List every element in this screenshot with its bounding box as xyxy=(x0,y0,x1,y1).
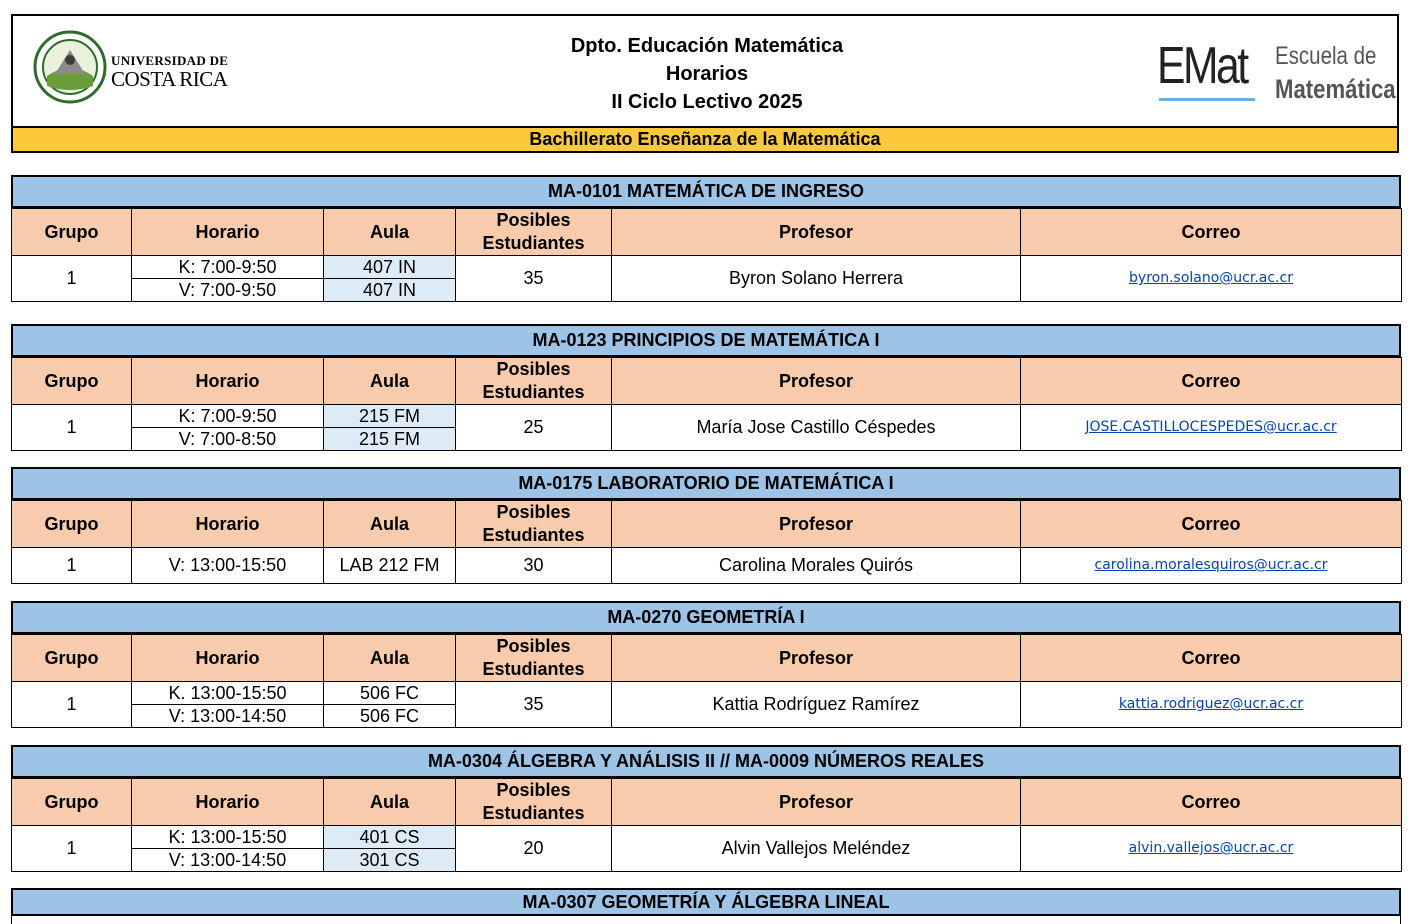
cell-profesor: Alvin Vallejos Meléndez xyxy=(612,826,1021,872)
header-estudiantes: Estudiantes xyxy=(482,233,585,253)
course-title: MA-0304 ÁLGEBRA Y ANÁLISIS II // MA-0009 NÚMEROS REALES xyxy=(11,745,1401,778)
header-grupo: Grupo xyxy=(12,501,132,548)
header-aula: Aula xyxy=(324,779,456,826)
cell-grupo: 1 xyxy=(12,826,132,872)
header-posibles-estudiantes xyxy=(456,358,612,405)
course-table xyxy=(11,500,1402,584)
university-name-bottom: COSTA RICA xyxy=(111,67,228,91)
title-line-cycle: II Ciclo Lectivo 2025 xyxy=(611,91,803,113)
course-table xyxy=(11,357,1402,451)
cell-aula: 407 IN xyxy=(324,256,456,279)
header-grupo: Grupo xyxy=(12,635,132,682)
course-block xyxy=(11,745,1401,872)
course-block xyxy=(11,467,1401,584)
header-grupo: Grupo xyxy=(12,209,132,256)
header-estudiantes: Estudiantes xyxy=(482,659,585,679)
header-posibles-estudiantes xyxy=(456,779,612,826)
cell-aula: 407 IN xyxy=(324,279,456,302)
header-posibles-estudiantes xyxy=(456,209,612,256)
header-correo: Correo xyxy=(1021,779,1402,826)
header-estudiantes: Estudiantes xyxy=(482,803,585,823)
header-correo: Correo xyxy=(1021,635,1402,682)
header-horario: Horario xyxy=(132,209,324,256)
cell-estudiantes: 20 xyxy=(456,826,612,872)
cell-horario: V: 13:00-15:50 xyxy=(132,548,324,584)
header-posibles: Posibles xyxy=(496,359,571,379)
header-grupo: Grupo xyxy=(12,358,132,405)
course-title: MA-0270 GEOMETRÍA I xyxy=(11,601,1401,634)
course-table xyxy=(11,634,1402,728)
email-link[interactable]: byron.solano@ucr.ac.cr xyxy=(1021,256,1402,302)
cell-estudiantes: 35 xyxy=(456,256,612,302)
header-horario: Horario xyxy=(132,501,324,548)
email-link[interactable]: carolina.moralesquiros@ucr.ac.cr xyxy=(1021,548,1402,584)
header-posibles-estudiantes xyxy=(456,501,612,548)
emat-school-line1: Escuela de xyxy=(1275,42,1377,70)
table-row xyxy=(12,256,1402,279)
cell-estudiantes: 30 xyxy=(456,548,612,584)
emat-wordmark: EMat xyxy=(1157,37,1247,95)
header-aula: Aula xyxy=(324,358,456,405)
header-posibles-estudiantes xyxy=(456,635,612,682)
header-profesor: Profesor xyxy=(612,358,1021,405)
cell-aula: 301 CS xyxy=(324,849,456,872)
header-profesor: Profesor xyxy=(612,209,1021,256)
course-block xyxy=(11,601,1401,728)
emat-logo xyxy=(1157,36,1397,116)
table-header-row xyxy=(12,501,1402,548)
header-posibles: Posibles xyxy=(496,780,571,800)
course-title: MA-0101 MATEMÁTICA DE INGRESO xyxy=(11,175,1401,208)
cell-horario: V: 13:00-14:50 xyxy=(132,849,324,872)
course-table xyxy=(11,208,1402,302)
cell-horario: V: 13:00-14:50 xyxy=(132,705,324,728)
header-aula: Aula xyxy=(324,635,456,682)
header-horario: Horario xyxy=(132,635,324,682)
course-block xyxy=(11,175,1401,302)
cell-grupo: 1 xyxy=(12,256,132,302)
title-line-department: Dpto. Educación Matemática xyxy=(570,35,844,57)
course-title: MA-0175 LABORATORIO DE MATEMÁTICA I xyxy=(11,467,1401,500)
cell-aula: 215 FM xyxy=(324,428,456,451)
table-row xyxy=(12,682,1402,705)
course-block xyxy=(11,324,1401,451)
table-row xyxy=(12,405,1402,428)
document-header xyxy=(11,14,1399,126)
cell-profesor: Kattia Rodríguez Ramírez xyxy=(612,682,1021,728)
cell-grupo: 1 xyxy=(12,682,132,728)
cell-profesor: Carolina Morales Quirós xyxy=(612,548,1021,584)
header-aula: Aula xyxy=(324,209,456,256)
cell-aula: 401 CS xyxy=(324,826,456,849)
table-continuation xyxy=(11,916,1401,924)
email-link[interactable]: JOSE.CASTILLOCESPEDES@ucr.ac.cr xyxy=(1021,405,1402,451)
header-correo: Correo xyxy=(1021,358,1402,405)
header-posibles: Posibles xyxy=(496,210,571,230)
university-name-top: UNIVERSIDAD DE xyxy=(111,53,229,68)
header-horario: Horario xyxy=(132,358,324,405)
table-header-row xyxy=(12,209,1402,256)
cell-estudiantes: 35 xyxy=(456,682,612,728)
title-line-schedules: Horarios xyxy=(665,63,749,85)
email-link[interactable]: alvin.vallejos@ucr.ac.cr xyxy=(1021,826,1402,872)
cell-aula: 506 FC xyxy=(324,682,456,705)
header-horario: Horario xyxy=(132,779,324,826)
header-grupo: Grupo xyxy=(12,779,132,826)
cell-estudiantes: 25 xyxy=(456,405,612,451)
cell-profesor: Byron Solano Herrera xyxy=(612,256,1021,302)
cell-grupo: 1 xyxy=(12,405,132,451)
cell-aula: 215 FM xyxy=(324,405,456,428)
cell-profesor: María Jose Castillo Céspedes xyxy=(612,405,1021,451)
table-row xyxy=(12,826,1402,849)
header-profesor: Profesor xyxy=(612,635,1021,682)
table-header-row xyxy=(12,358,1402,405)
table-header-row xyxy=(12,635,1402,682)
header-aula: Aula xyxy=(324,501,456,548)
table-header-row xyxy=(12,779,1402,826)
header-profesor: Profesor xyxy=(612,779,1021,826)
table-row xyxy=(12,548,1402,584)
cell-horario: V: 7:00-9:50 xyxy=(132,279,324,302)
header-profesor: Profesor xyxy=(612,501,1021,548)
header-correo: Correo xyxy=(1021,209,1402,256)
header-estudiantes: Estudiantes xyxy=(482,382,585,402)
course-table xyxy=(11,778,1402,872)
program-title: Bachillerato Enseñanza de la Matemática xyxy=(11,126,1399,153)
cell-horario: V: 7:00-8:50 xyxy=(132,428,324,451)
emat-underline xyxy=(1159,98,1255,101)
email-link[interactable]: kattia.rodriguez@ucr.ac.cr xyxy=(1021,682,1402,728)
emat-school-line2: Matemática xyxy=(1275,74,1396,104)
header-posibles: Posibles xyxy=(496,636,571,656)
cell-aula: 506 FC xyxy=(324,705,456,728)
header-estudiantes: Estudiantes xyxy=(482,525,585,545)
cell-horario: K: 7:00-9:50 xyxy=(132,405,324,428)
cell-grupo: 1 xyxy=(12,548,132,584)
header-correo: Correo xyxy=(1021,501,1402,548)
course-title: MA-0123 PRINCIPIOS DE MATEMÁTICA I xyxy=(11,324,1401,357)
cell-horario: K: 7:00-9:50 xyxy=(132,256,324,279)
header-posibles: Posibles xyxy=(496,502,571,522)
cell-aula: LAB 212 FM xyxy=(324,548,456,584)
course-title: MA-0307 GEOMETRÍA Y ÁLGEBRA LINEAL xyxy=(11,888,1401,916)
cell-horario: K: 13:00-15:50 xyxy=(132,826,324,849)
cell-horario: K. 13:00-15:50 xyxy=(132,682,324,705)
